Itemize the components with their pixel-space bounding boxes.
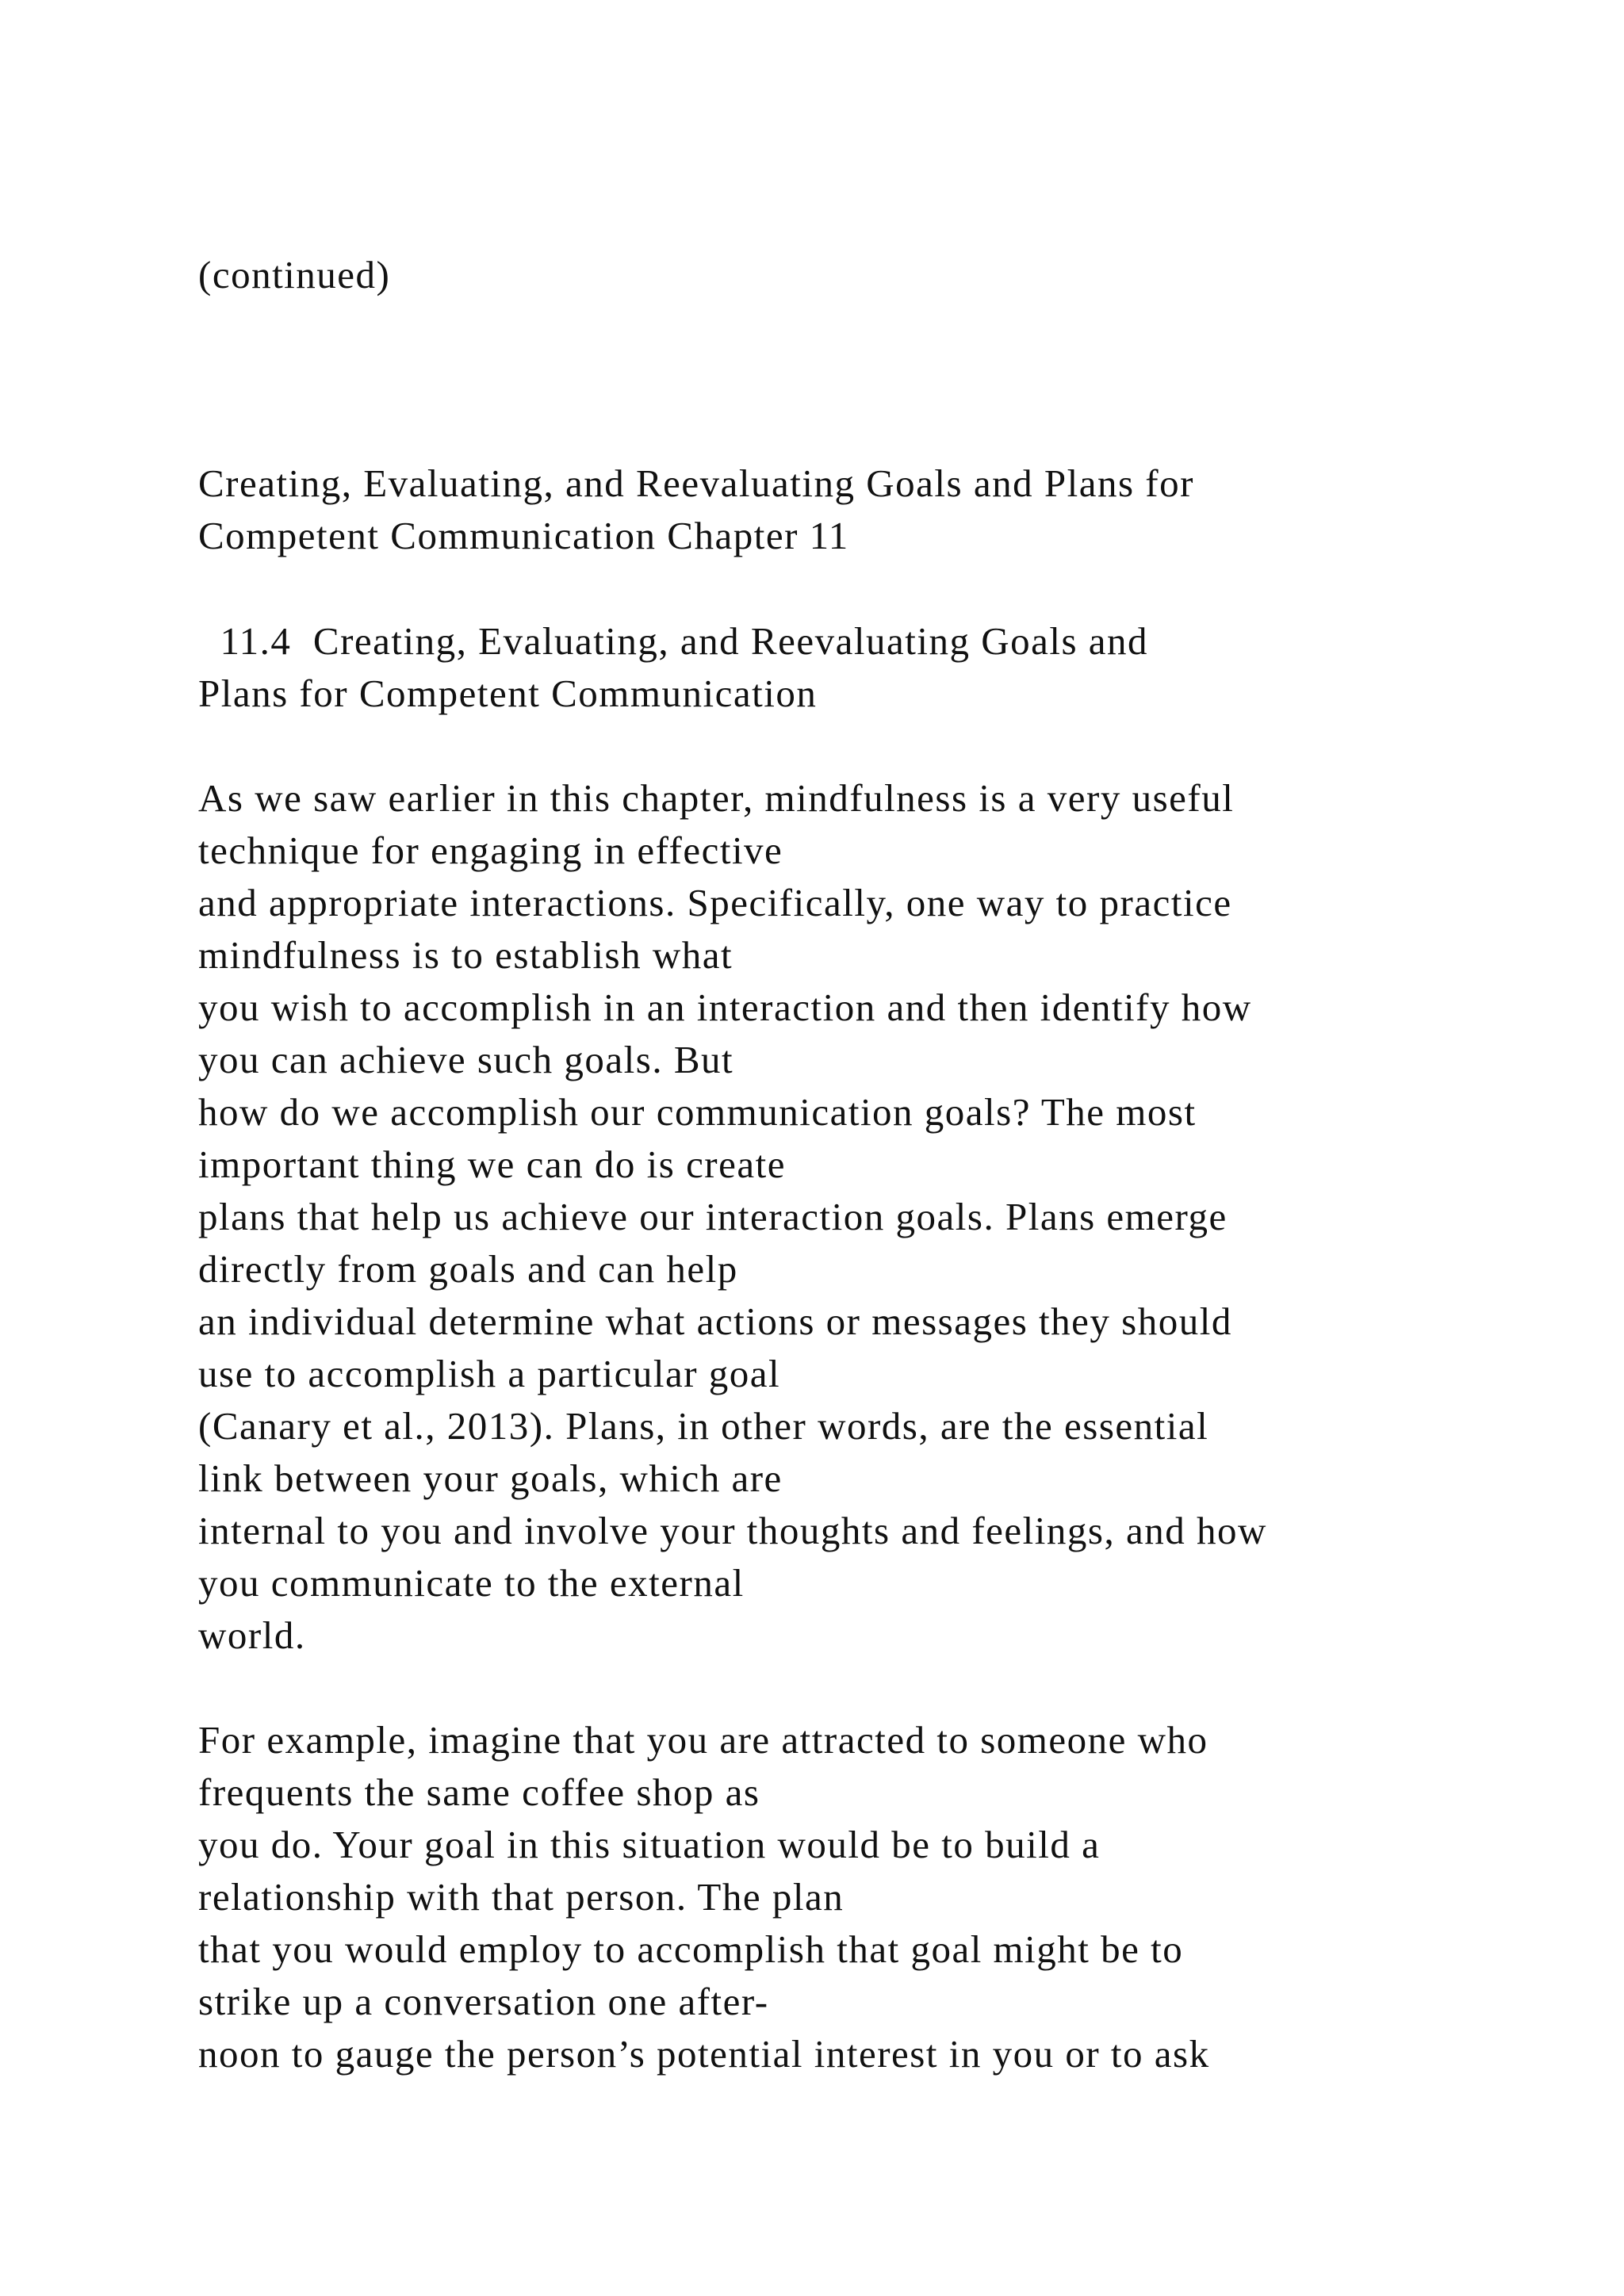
- continued-label: (continued): [198, 253, 391, 297]
- paragraph-line: strike up a conversation one after-: [198, 1980, 769, 2023]
- paragraph-line: For example, imagine that you are attracted to someone who: [198, 1718, 1208, 1762]
- paragraph-line: directly from goals and can help: [198, 1247, 738, 1291]
- section-heading-line: 11.4 Creating, Evaluating, and Reevaluating Goals and: [198, 619, 1149, 663]
- paragraph-line: you can achieve such goals. But: [198, 1038, 734, 1081]
- paragraph-line: (Canary et al., 2013). Plans, in other words, are the essential: [198, 1404, 1209, 1448]
- paragraph-line: noon to gauge the person’s potential interest in you or to ask: [198, 2032, 1210, 2076]
- paragraph-line: technique for engaging in effective: [198, 828, 783, 872]
- paragraph-line: mindfulness is to establish what: [198, 933, 733, 977]
- paragraph-line: and appropriate interactions. Specifically, one way to practice: [198, 881, 1232, 924]
- paragraph-line: you communicate to the external: [198, 1561, 745, 1605]
- paragraph-line: relationship with that person. The plan: [198, 1875, 845, 1919]
- paragraph-line: plans that help us achieve our interaction goals. Plans emerge: [198, 1195, 1228, 1238]
- paragraph-line: use to accomplish a particular goal: [198, 1352, 781, 1395]
- chapter-header-line: Creating, Evaluating, and Reevaluating Goals and Plans for: [198, 461, 1194, 505]
- paragraph-line: you do. Your goal in this situation would be to build a: [198, 1823, 1101, 1866]
- paragraph-line: internal to you and involve your thoughts and feelings, and how: [198, 1509, 1267, 1552]
- paragraph-line: frequents the same coffee shop as: [198, 1770, 760, 1814]
- paragraph-line: that you would employ to accomplish that goal might be to: [198, 1927, 1184, 1971]
- section-heading-line: Plans for Competent Communication: [198, 672, 818, 715]
- paragraph-line: an individual determine what actions or messages they should: [198, 1299, 1232, 1343]
- paragraph-line: how do we accomplish our communication goals? The most: [198, 1090, 1197, 1134]
- paragraph-line: world.: [198, 1613, 306, 1657]
- paragraph-line: you wish to accomplish in an interaction and then identify how: [198, 985, 1252, 1029]
- paragraph-line: important thing we can do is create: [198, 1142, 786, 1186]
- chapter-header-line: Competent Communication Chapter 11: [198, 514, 849, 557]
- paragraph-line: link between your goals, which are: [198, 1456, 783, 1500]
- paragraph-line: As we saw earlier in this chapter, mindfulness is a very useful: [198, 776, 1235, 820]
